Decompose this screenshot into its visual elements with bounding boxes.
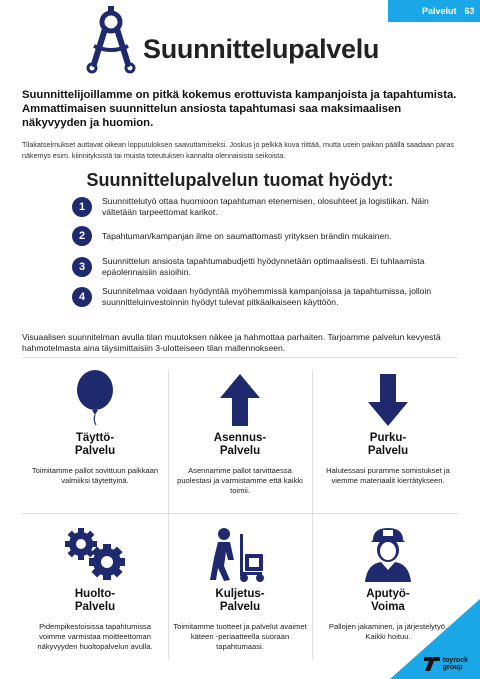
benefit-item: [72, 196, 452, 218]
service-title: Palvelu: [74, 445, 116, 457]
benefit-number: 4: [72, 287, 92, 307]
divider: [22, 513, 458, 514]
column-divider: [168, 370, 169, 660]
benefit-number: 1: [72, 197, 92, 217]
service-title: Purku-: [369, 432, 407, 444]
column-divider: [312, 370, 313, 660]
balloon-icon: [75, 370, 115, 426]
visual-paragraph: Visuaalisen suunnitelman avulla tilan muutoksen näkee ja hahmottaa parhaiten. Tarjoamme palvelun kevyestä hahmotelmasta aina täysimittaisiin 3-ulotteiseen tilan mallennokseen.: [22, 332, 441, 353]
section-tab: [388, 0, 480, 22]
service-title: Aputyö-: [366, 588, 410, 600]
company-logo: [424, 657, 468, 671]
service-desc: Halutessasi puramme somistukset ja viemme materiaalit kierrätykseen.: [326, 466, 450, 485]
service-title: Palvelu: [219, 445, 261, 457]
service-title: Palvelu: [74, 601, 116, 613]
service-title: Kuljetus-: [215, 588, 265, 600]
service-desc: Pallojen jakaminen, ja järjestelytyö. Kaikki hoituu.: [328, 622, 448, 641]
service-title: Huolto-: [74, 588, 116, 600]
delivery-worker-icon: [210, 526, 270, 582]
benefit-item: [72, 256, 452, 278]
service-card: [25, 366, 165, 486]
service-desc: Pidempikestoisissa tapahtumissa voimme varmistaa moitteettoman näkyvyyden huoltopalvelun avulla.: [37, 622, 153, 651]
service-title: Palvelu: [367, 445, 409, 457]
service-card: [170, 366, 310, 496]
service-desc: Asennamme pallot tarvittaessa puolestasi ja varmistamme että kaikki toimii.: [177, 466, 303, 495]
service-title: Voima: [371, 601, 405, 613]
compass-icon: [86, 6, 136, 76]
service-title: Täyttö-: [75, 432, 115, 444]
arrow-down-icon: [368, 374, 408, 426]
benefit-text: Suunnitelmaa voidaan hyödyntää myöhemmissä kampanjoissa ja tapahtumissa, jolloin suunnitteluinvestoinnin hyödyt tulevat pitkäaikaiseen käyttöön.: [102, 286, 432, 307]
intro-paragraph: Tilakatselmukset auttavat oikean lopputuloksen saavuttamiseksi. Joskus jo pelkkä kuva riittää, mutta usein paikan päällä saadaan paras näkemys esim. kiinnityksistä tai muista toteutuksen kannalta olennaisista seikoista.: [22, 140, 455, 160]
lead-paragraph: Suunnittelijoillamme on pitkä kokemus erottuvista kampanjoista ja tapahtumista. Ammattimaisen suunnittelun ansiosta tapahtumasi saa maksimaalisen näkyvyyden ja huomion.: [22, 89, 457, 129]
service-card: [25, 522, 165, 652]
service-card: [170, 522, 310, 652]
divider: [22, 357, 458, 358]
arrow-up-icon: [220, 374, 260, 426]
benefit-text: Suunnittelun ansiosta tapahtumabudjetti hyödynnetään optimaalisesti. Ei tuhlaamista epäolennaisiin asioihin.: [102, 256, 425, 277]
gears-icon: [63, 526, 127, 582]
benefit-number: 3: [72, 257, 92, 277]
service-desc: Toimitamme pallot sovittuun paikkaan valmiiksi täytettyinä.: [31, 466, 159, 485]
service-title: Asennus-: [213, 432, 267, 444]
logo-text: group: [442, 664, 463, 671]
worker-icon: [363, 526, 413, 582]
service-title: Palvelu: [219, 601, 261, 613]
benefit-text: Tapahtuman/kampanjan ilme on saumattomasti yrityksen brändin mukainen.: [102, 230, 392, 241]
benefit-number: 2: [72, 226, 92, 246]
benefit-item: [72, 286, 452, 308]
section-label: Palvelut: [422, 6, 457, 16]
service-desc: Toimitamme tuotteet ja palvelut avaimet käteen -periaatteella suoraan tapahtumaasi.: [173, 622, 307, 651]
page-number: 63: [464, 6, 475, 16]
logo-text: toyrock: [442, 657, 468, 664]
service-card: [318, 366, 458, 486]
benefits-heading: Suunnittelupalvelun tuomat hyödyt:: [86, 170, 394, 190]
logo-mark-icon: [424, 657, 440, 671]
benefit-item: [72, 226, 452, 246]
benefit-text: Suunnittelutyö ottaa huomioon tapahtuman etenemisen, olosuhteet ja logistiikan. Näin vältetään tarpeettomat karikot.: [102, 196, 429, 217]
page-title: Suunnittelupalvelu: [143, 34, 380, 64]
